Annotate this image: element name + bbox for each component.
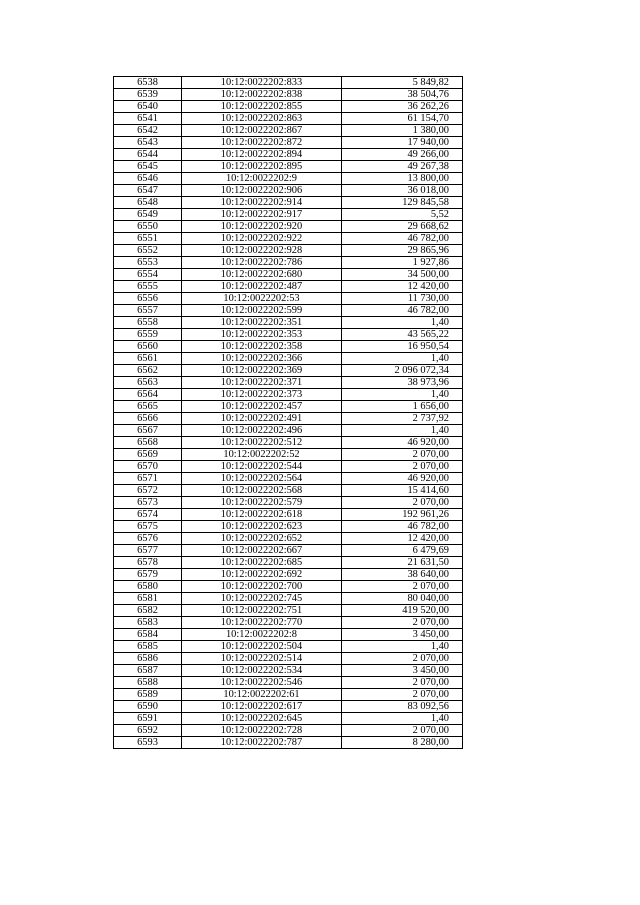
cadastral-number-cell: 10:12:0022202:928 bbox=[182, 245, 342, 257]
table-row bbox=[114, 485, 463, 497]
amount-cell: 1 656,00 bbox=[342, 401, 463, 413]
amount-cell: 49 266,00 bbox=[342, 149, 463, 161]
amount-cell: 46 782,00 bbox=[342, 305, 463, 317]
row-number-cell: 6542 bbox=[114, 125, 182, 137]
cadastral-number-cell: 10:12:0022202:700 bbox=[182, 581, 342, 593]
amount-cell: 46 782,00 bbox=[342, 233, 463, 245]
cadastral-number-cell: 10:12:0022202:787 bbox=[182, 737, 342, 749]
cadastral-number-cell: 10:12:0022202:457 bbox=[182, 401, 342, 413]
amount-cell: 2 070,00 bbox=[342, 449, 463, 461]
table-row bbox=[114, 689, 463, 701]
table-row bbox=[114, 533, 463, 545]
cadastral-number-cell: 10:12:0022202:512 bbox=[182, 437, 342, 449]
row-number-cell: 6575 bbox=[114, 521, 182, 533]
row-number-cell: 6547 bbox=[114, 185, 182, 197]
table-row bbox=[114, 665, 463, 677]
cadastral-number-cell: 10:12:0022202:564 bbox=[182, 473, 342, 485]
cadastral-number-cell: 10:12:0022202:770 bbox=[182, 617, 342, 629]
cadastral-number-cell: 10:12:0022202:351 bbox=[182, 317, 342, 329]
table-row bbox=[114, 341, 463, 353]
table-row bbox=[114, 653, 463, 665]
table-row bbox=[114, 497, 463, 509]
cadastral-number-cell: 10:12:0022202:369 bbox=[182, 365, 342, 377]
cadastral-number-cell: 10:12:0022202:833 bbox=[182, 77, 342, 89]
row-number-cell: 6565 bbox=[114, 401, 182, 413]
amount-cell: 5,52 bbox=[342, 209, 463, 221]
amount-cell: 49 267,38 bbox=[342, 161, 463, 173]
table-row bbox=[114, 269, 463, 281]
row-number-cell: 6549 bbox=[114, 209, 182, 221]
table-row bbox=[114, 461, 463, 473]
amount-cell: 2 737,92 bbox=[342, 413, 463, 425]
amount-cell: 129 845,58 bbox=[342, 197, 463, 209]
amount-cell: 2 070,00 bbox=[342, 497, 463, 509]
cadastral-number-cell: 10:12:0022202:922 bbox=[182, 233, 342, 245]
cadastral-number-cell: 10:12:0022202:8 bbox=[182, 629, 342, 641]
row-number-cell: 6559 bbox=[114, 329, 182, 341]
cadastral-number-cell: 10:12:0022202:786 bbox=[182, 257, 342, 269]
row-number-cell: 6582 bbox=[114, 605, 182, 617]
table-row bbox=[114, 137, 463, 149]
table-row bbox=[114, 605, 463, 617]
amount-cell: 17 940,00 bbox=[342, 137, 463, 149]
cadastral-number-cell: 10:12:0022202:358 bbox=[182, 341, 342, 353]
table-row bbox=[114, 317, 463, 329]
table-row bbox=[114, 113, 463, 125]
amount-cell: 80 040,00 bbox=[342, 593, 463, 605]
cadastral-number-cell: 10:12:0022202:546 bbox=[182, 677, 342, 689]
cadastral-number-cell: 10:12:0022202:52 bbox=[182, 449, 342, 461]
table-row bbox=[114, 281, 463, 293]
table-row bbox=[114, 221, 463, 233]
table-row bbox=[114, 233, 463, 245]
amount-cell: 36 018,00 bbox=[342, 185, 463, 197]
amount-cell: 2 070,00 bbox=[342, 617, 463, 629]
table-row bbox=[114, 245, 463, 257]
row-number-cell: 6591 bbox=[114, 713, 182, 725]
amount-cell: 38 640,00 bbox=[342, 569, 463, 581]
table-row bbox=[114, 197, 463, 209]
table-row bbox=[114, 413, 463, 425]
cadastral-number-cell: 10:12:0022202:680 bbox=[182, 269, 342, 281]
table-row bbox=[114, 521, 463, 533]
table-row bbox=[114, 425, 463, 437]
table-body bbox=[114, 77, 463, 749]
cadastral-number-cell: 10:12:0022202:504 bbox=[182, 641, 342, 653]
table-row bbox=[114, 737, 463, 749]
table-row bbox=[114, 125, 463, 137]
cadastral-number-cell: 10:12:0022202:514 bbox=[182, 653, 342, 665]
row-number-cell: 6543 bbox=[114, 137, 182, 149]
cadastral-number-cell: 10:12:0022202:745 bbox=[182, 593, 342, 605]
table-row bbox=[114, 149, 463, 161]
cadastral-number-cell: 10:12:0022202:751 bbox=[182, 605, 342, 617]
cadastral-number-cell: 10:12:0022202:496 bbox=[182, 425, 342, 437]
table-row bbox=[114, 629, 463, 641]
row-number-cell: 6555 bbox=[114, 281, 182, 293]
row-number-cell: 6576 bbox=[114, 533, 182, 545]
cadastral-number-cell: 10:12:0022202:618 bbox=[182, 509, 342, 521]
table-row bbox=[114, 89, 463, 101]
amount-cell: 36 262,26 bbox=[342, 101, 463, 113]
row-number-cell: 6560 bbox=[114, 341, 182, 353]
table-row bbox=[114, 581, 463, 593]
amount-cell: 34 500,00 bbox=[342, 269, 463, 281]
amount-cell: 29 668,62 bbox=[342, 221, 463, 233]
table-row bbox=[114, 185, 463, 197]
row-number-cell: 6590 bbox=[114, 701, 182, 713]
row-number-cell: 6552 bbox=[114, 245, 182, 257]
row-number-cell: 6588 bbox=[114, 677, 182, 689]
amount-cell: 13 800,00 bbox=[342, 173, 463, 185]
amount-cell: 12 420,00 bbox=[342, 533, 463, 545]
cadastral-number-cell: 10:12:0022202:872 bbox=[182, 137, 342, 149]
amount-cell: 15 414,60 bbox=[342, 485, 463, 497]
row-number-cell: 6556 bbox=[114, 293, 182, 305]
row-number-cell: 6572 bbox=[114, 485, 182, 497]
row-number-cell: 6593 bbox=[114, 737, 182, 749]
cadastral-number-cell: 10:12:0022202:53 bbox=[182, 293, 342, 305]
table-row bbox=[114, 449, 463, 461]
cadastral-number-cell: 10:12:0022202:579 bbox=[182, 497, 342, 509]
table-row bbox=[114, 305, 463, 317]
amount-cell: 5 849,82 bbox=[342, 77, 463, 89]
row-number-cell: 6583 bbox=[114, 617, 182, 629]
amount-cell: 21 631,50 bbox=[342, 557, 463, 569]
amount-cell: 1 927,86 bbox=[342, 257, 463, 269]
row-number-cell: 6571 bbox=[114, 473, 182, 485]
row-number-cell: 6584 bbox=[114, 629, 182, 641]
row-number-cell: 6578 bbox=[114, 557, 182, 569]
row-number-cell: 6577 bbox=[114, 545, 182, 557]
amount-cell: 419 520,00 bbox=[342, 605, 463, 617]
row-number-cell: 6540 bbox=[114, 101, 182, 113]
amount-cell: 3 450,00 bbox=[342, 665, 463, 677]
table-row bbox=[114, 209, 463, 221]
amount-cell: 38 504,76 bbox=[342, 89, 463, 101]
row-number-cell: 6558 bbox=[114, 317, 182, 329]
cadastral-number-cell: 10:12:0022202:617 bbox=[182, 701, 342, 713]
amount-cell: 1,40 bbox=[342, 317, 463, 329]
row-number-cell: 6544 bbox=[114, 149, 182, 161]
row-number-cell: 6569 bbox=[114, 449, 182, 461]
row-number-cell: 6567 bbox=[114, 425, 182, 437]
amount-cell: 43 565,22 bbox=[342, 329, 463, 341]
table-row bbox=[114, 557, 463, 569]
cadastral-amount-table bbox=[113, 76, 463, 749]
cadastral-number-cell: 10:12:0022202:920 bbox=[182, 221, 342, 233]
cadastral-number-cell: 10:12:0022202:917 bbox=[182, 209, 342, 221]
cadastral-number-cell: 10:12:0022202:371 bbox=[182, 377, 342, 389]
row-number-cell: 6592 bbox=[114, 725, 182, 737]
row-number-cell: 6539 bbox=[114, 89, 182, 101]
table-row bbox=[114, 257, 463, 269]
cadastral-number-cell: 10:12:0022202:645 bbox=[182, 713, 342, 725]
amount-cell: 2 070,00 bbox=[342, 461, 463, 473]
table-row bbox=[114, 377, 463, 389]
cadastral-number-cell: 10:12:0022202:855 bbox=[182, 101, 342, 113]
table-row bbox=[114, 617, 463, 629]
amount-cell: 192 961,26 bbox=[342, 509, 463, 521]
cadastral-number-cell: 10:12:0022202:534 bbox=[182, 665, 342, 677]
row-number-cell: 6546 bbox=[114, 173, 182, 185]
amount-cell: 46 782,00 bbox=[342, 521, 463, 533]
cadastral-number-cell: 10:12:0022202:487 bbox=[182, 281, 342, 293]
cadastral-number-cell: 10:12:0022202:353 bbox=[182, 329, 342, 341]
amount-cell: 29 865,96 bbox=[342, 245, 463, 257]
table-row bbox=[114, 701, 463, 713]
row-number-cell: 6554 bbox=[114, 269, 182, 281]
amount-cell: 46 920,00 bbox=[342, 473, 463, 485]
table-row bbox=[114, 569, 463, 581]
row-number-cell: 6538 bbox=[114, 77, 182, 89]
cadastral-number-cell: 10:12:0022202:373 bbox=[182, 389, 342, 401]
table-row bbox=[114, 353, 463, 365]
table-row bbox=[114, 101, 463, 113]
row-number-cell: 6551 bbox=[114, 233, 182, 245]
amount-cell: 1,40 bbox=[342, 353, 463, 365]
amount-cell: 46 920,00 bbox=[342, 437, 463, 449]
table-row bbox=[114, 713, 463, 725]
amount-cell: 2 096 072,34 bbox=[342, 365, 463, 377]
amount-cell: 1,40 bbox=[342, 713, 463, 725]
cadastral-number-cell: 10:12:0022202:863 bbox=[182, 113, 342, 125]
cadastral-number-cell: 10:12:0022202:61 bbox=[182, 689, 342, 701]
amount-cell: 83 092,56 bbox=[342, 701, 463, 713]
amount-cell: 6 479,69 bbox=[342, 545, 463, 557]
cadastral-number-cell: 10:12:0022202:728 bbox=[182, 725, 342, 737]
table-row bbox=[114, 365, 463, 377]
cadastral-number-cell: 10:12:0022202:623 bbox=[182, 521, 342, 533]
table-row bbox=[114, 293, 463, 305]
cadastral-number-cell: 10:12:0022202:894 bbox=[182, 149, 342, 161]
row-number-cell: 6580 bbox=[114, 581, 182, 593]
row-number-cell: 6587 bbox=[114, 665, 182, 677]
amount-cell: 1,40 bbox=[342, 641, 463, 653]
amount-cell: 8 280,00 bbox=[342, 737, 463, 749]
amount-cell: 2 070,00 bbox=[342, 689, 463, 701]
cadastral-number-cell: 10:12:0022202:568 bbox=[182, 485, 342, 497]
amount-cell: 38 973,96 bbox=[342, 377, 463, 389]
cadastral-number-cell: 10:12:0022202:544 bbox=[182, 461, 342, 473]
row-number-cell: 6561 bbox=[114, 353, 182, 365]
table-row bbox=[114, 473, 463, 485]
amount-cell: 1,40 bbox=[342, 425, 463, 437]
table-row bbox=[114, 509, 463, 521]
amount-cell: 61 154,70 bbox=[342, 113, 463, 125]
row-number-cell: 6545 bbox=[114, 161, 182, 173]
table-row bbox=[114, 173, 463, 185]
table-row bbox=[114, 641, 463, 653]
cadastral-number-cell: 10:12:0022202:599 bbox=[182, 305, 342, 317]
cadastral-number-cell: 10:12:0022202:491 bbox=[182, 413, 342, 425]
row-number-cell: 6573 bbox=[114, 497, 182, 509]
row-number-cell: 6574 bbox=[114, 509, 182, 521]
row-number-cell: 6562 bbox=[114, 365, 182, 377]
row-number-cell: 6541 bbox=[114, 113, 182, 125]
table-row bbox=[114, 77, 463, 89]
cadastral-number-cell: 10:12:0022202:914 bbox=[182, 197, 342, 209]
amount-cell: 2 070,00 bbox=[342, 653, 463, 665]
amount-cell: 11 730,00 bbox=[342, 293, 463, 305]
cadastral-number-cell: 10:12:0022202:692 bbox=[182, 569, 342, 581]
amount-cell: 16 950,54 bbox=[342, 341, 463, 353]
cadastral-number-cell: 10:12:0022202:667 bbox=[182, 545, 342, 557]
row-number-cell: 6566 bbox=[114, 413, 182, 425]
row-number-cell: 6557 bbox=[114, 305, 182, 317]
row-number-cell: 6585 bbox=[114, 641, 182, 653]
table-row bbox=[114, 677, 463, 689]
amount-cell: 2 070,00 bbox=[342, 581, 463, 593]
table-row bbox=[114, 161, 463, 173]
cadastral-number-cell: 10:12:0022202:838 bbox=[182, 89, 342, 101]
cadastral-number-cell: 10:12:0022202:652 bbox=[182, 533, 342, 545]
table-row bbox=[114, 389, 463, 401]
row-number-cell: 6553 bbox=[114, 257, 182, 269]
cadastral-number-cell: 10:12:0022202:9 bbox=[182, 173, 342, 185]
table-row bbox=[114, 593, 463, 605]
amount-cell: 2 070,00 bbox=[342, 725, 463, 737]
amount-cell: 1 380,00 bbox=[342, 125, 463, 137]
table-row bbox=[114, 329, 463, 341]
row-number-cell: 6579 bbox=[114, 569, 182, 581]
cadastral-number-cell: 10:12:0022202:685 bbox=[182, 557, 342, 569]
row-number-cell: 6586 bbox=[114, 653, 182, 665]
table-row bbox=[114, 401, 463, 413]
row-number-cell: 6568 bbox=[114, 437, 182, 449]
row-number-cell: 6570 bbox=[114, 461, 182, 473]
row-number-cell: 6563 bbox=[114, 377, 182, 389]
amount-cell: 3 450,00 bbox=[342, 629, 463, 641]
cadastral-number-cell: 10:12:0022202:366 bbox=[182, 353, 342, 365]
row-number-cell: 6581 bbox=[114, 593, 182, 605]
table-row bbox=[114, 545, 463, 557]
cadastral-number-cell: 10:12:0022202:906 bbox=[182, 185, 342, 197]
cadastral-number-cell: 10:12:0022202:895 bbox=[182, 161, 342, 173]
table-row bbox=[114, 437, 463, 449]
amount-cell: 2 070,00 bbox=[342, 677, 463, 689]
row-number-cell: 6548 bbox=[114, 197, 182, 209]
amount-cell: 1,40 bbox=[342, 389, 463, 401]
row-number-cell: 6589 bbox=[114, 689, 182, 701]
row-number-cell: 6550 bbox=[114, 221, 182, 233]
row-number-cell: 6564 bbox=[114, 389, 182, 401]
table-row bbox=[114, 725, 463, 737]
amount-cell: 12 420,00 bbox=[342, 281, 463, 293]
cadastral-number-cell: 10:12:0022202:867 bbox=[182, 125, 342, 137]
